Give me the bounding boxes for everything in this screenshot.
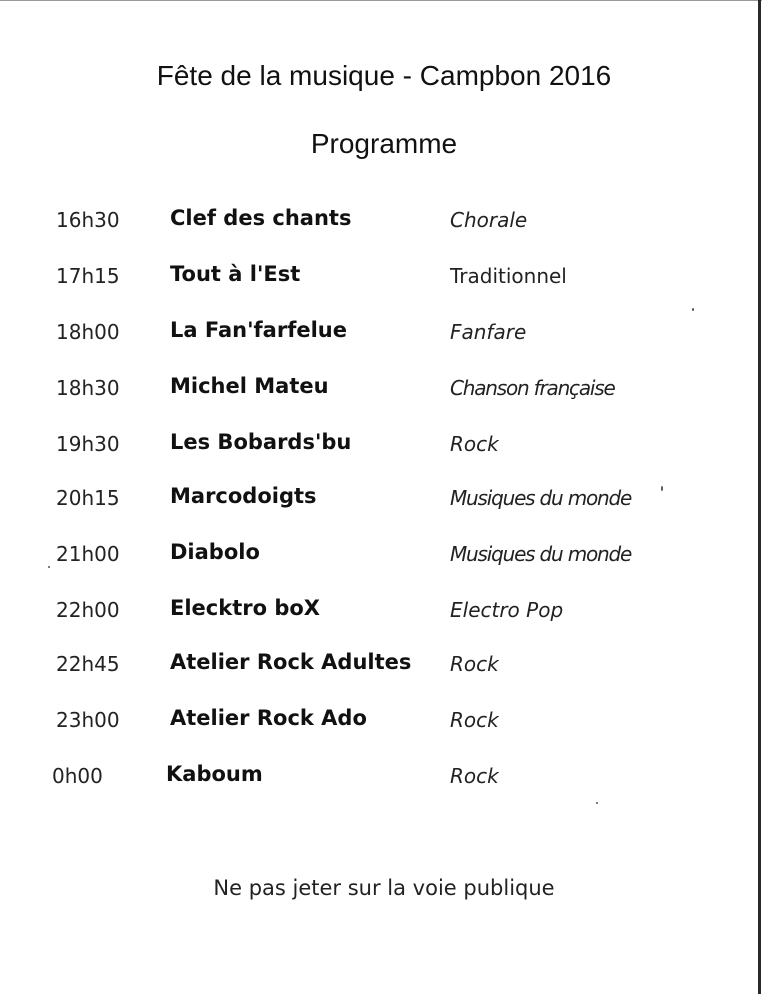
schedule-time: 18h30	[56, 376, 120, 400]
scan-speck	[48, 566, 50, 568]
page-title: Fête de la musique - Campbon 2016	[156, 60, 612, 91]
schedule-row	[0, 320, 740, 360]
schedule-time: 22h00	[56, 598, 120, 622]
footer-note: Ne pas jeter sur la voie publique	[213, 876, 555, 900]
schedule-artist: Atelier Rock Ado	[170, 706, 367, 730]
schedule-artist: Atelier Rock Adultes	[170, 650, 412, 674]
schedule-genre: Chanson française	[450, 376, 615, 400]
page-subtitle: Programme	[310, 128, 458, 159]
schedule-genre: Musiques du monde	[450, 542, 632, 566]
schedule-genre: Rock	[450, 652, 499, 676]
schedule-row	[0, 486, 740, 526]
schedule-genre: Musiques du monde	[450, 486, 632, 510]
schedule-genre: Rock	[450, 432, 499, 456]
schedule-row	[0, 598, 740, 638]
scan-speck	[596, 802, 598, 804]
schedule-time: 20h15	[56, 486, 120, 510]
schedule-artist: Marcodoigts	[170, 484, 317, 508]
schedule-row	[0, 376, 740, 416]
schedule-time: 21h00	[56, 542, 120, 566]
schedule-time: 23h00	[56, 708, 120, 732]
schedule-artist: Clef des chants	[170, 206, 352, 230]
schedule-artist: Kaboum	[166, 762, 263, 786]
schedule-genre: Chorale	[450, 208, 528, 232]
schedule-artist: Elecktro boX	[170, 596, 320, 620]
schedule-row	[0, 542, 740, 582]
schedule-time: 17h15	[56, 264, 120, 288]
schedule-genre: Fanfare	[450, 320, 527, 344]
schedule-row	[0, 208, 740, 248]
schedule-row	[0, 652, 740, 692]
schedule-time: 18h00	[56, 320, 120, 344]
schedule-artist: Tout à l'Est	[170, 262, 301, 286]
schedule-artist: Les Bobards'bu	[170, 430, 352, 454]
schedule-row	[0, 708, 740, 748]
schedule-artist: Michel Mateu	[170, 374, 329, 398]
schedule-genre: Rock	[450, 764, 499, 788]
schedule-time: 16h30	[56, 208, 120, 232]
scan-speck	[692, 308, 694, 311]
schedule-genre: Electro Pop	[450, 598, 564, 622]
scan-edge-top	[0, 0, 762, 1]
schedule-time: 22h45	[56, 652, 120, 676]
schedule-row	[0, 432, 740, 472]
schedule-genre: Traditionnel	[450, 264, 567, 288]
schedule-time: 0h00	[52, 764, 103, 788]
schedule-row	[0, 264, 740, 304]
schedule-artist: La Fan'farfelue	[170, 318, 347, 342]
schedule-genre: Rock	[450, 708, 499, 732]
schedule-row	[0, 764, 740, 804]
schedule-time: 19h30	[56, 432, 120, 456]
scan-speck	[661, 486, 663, 491]
schedule-artist: Diabolo	[170, 540, 260, 564]
